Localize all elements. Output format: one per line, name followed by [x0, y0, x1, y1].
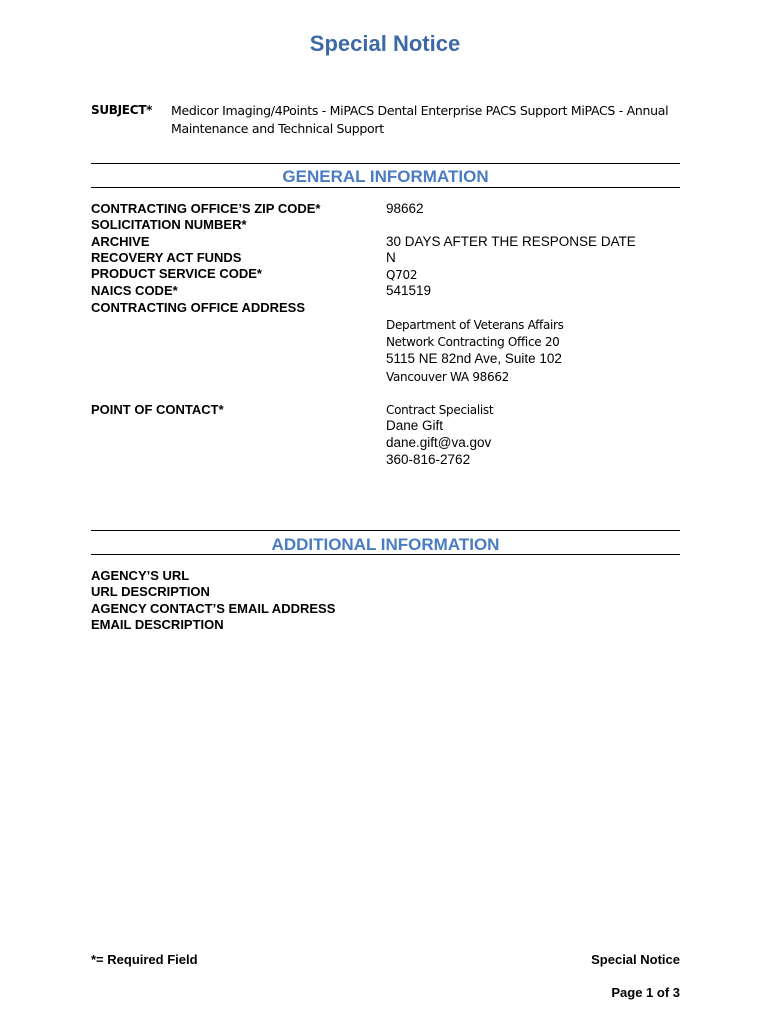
- recovery-act-funds-label: RECOVERY ACT FUNDS: [91, 250, 242, 265]
- address-line-2: Network Contracting Office 20: [386, 335, 560, 349]
- archive-label: ARCHIVE: [91, 234, 150, 249]
- contact-email: dane.gift@va.gov: [386, 435, 492, 450]
- subject-line-2: Maintenance and Technical Support: [171, 121, 384, 136]
- zip-code-label: CONTRACTING OFFICE’S ZIP CODE*: [91, 201, 321, 216]
- contact-name: Dane Gift: [386, 418, 444, 433]
- product-service-code-value: Q702: [386, 268, 418, 282]
- agency-url-label: AGENCY’S URL: [91, 568, 190, 583]
- divider: [91, 163, 680, 164]
- divider: [91, 187, 680, 188]
- divider: [91, 530, 680, 531]
- solicitation-number-label: SOLICITATION NUMBER*: [91, 217, 247, 232]
- archive-value: 30 DAYS AFTER THE RESPONSE DATE: [386, 234, 636, 249]
- contracting-office-address-label: CONTRACTING OFFICE ADDRESS: [91, 300, 306, 315]
- additional-information-heading: ADDITIONAL INFORMATION: [271, 535, 500, 554]
- subject-line-1: Medicor Imaging/4Points - MiPACS Dental Enterprise PACS Support MiPACS - Annual: [171, 103, 669, 118]
- email-description-label: EMAIL DESCRIPTION: [91, 617, 224, 632]
- address-line-1: Department of Veterans Affairs: [386, 318, 564, 332]
- divider: [91, 554, 680, 555]
- subject-label: SUBJECT*: [91, 103, 153, 117]
- address-line-3: 5115 NE 82nd Ave, Suite 102: [386, 351, 562, 366]
- required-field-note: *= Required Field: [91, 952, 198, 967]
- url-description-label: URL DESCRIPTION: [91, 584, 210, 599]
- contact-phone: 360-816-2762: [386, 452, 471, 467]
- page-number: Page 1 of 3: [611, 985, 680, 1000]
- point-of-contact-label: POINT OF CONTACT*: [91, 402, 224, 417]
- recovery-act-funds-value: N: [386, 250, 396, 265]
- page-title: Special Notice: [309, 31, 461, 56]
- general-information-heading: GENERAL INFORMATION: [282, 167, 489, 186]
- footer-document-type: Special Notice: [591, 952, 680, 967]
- zip-code-value: 98662: [386, 201, 424, 216]
- product-service-code-label: PRODUCT SERVICE CODE*: [91, 266, 262, 281]
- naics-code-value: 541519: [386, 283, 432, 298]
- contact-title: Contract Specialist: [386, 403, 494, 417]
- naics-code-label: NAICS CODE*: [91, 283, 178, 298]
- address-line-4: Vancouver WA 98662: [386, 370, 510, 384]
- agency-contact-email-label: AGENCY CONTACT’S EMAIL ADDRESS: [91, 601, 336, 616]
- subject-text: [171, 102, 671, 138]
